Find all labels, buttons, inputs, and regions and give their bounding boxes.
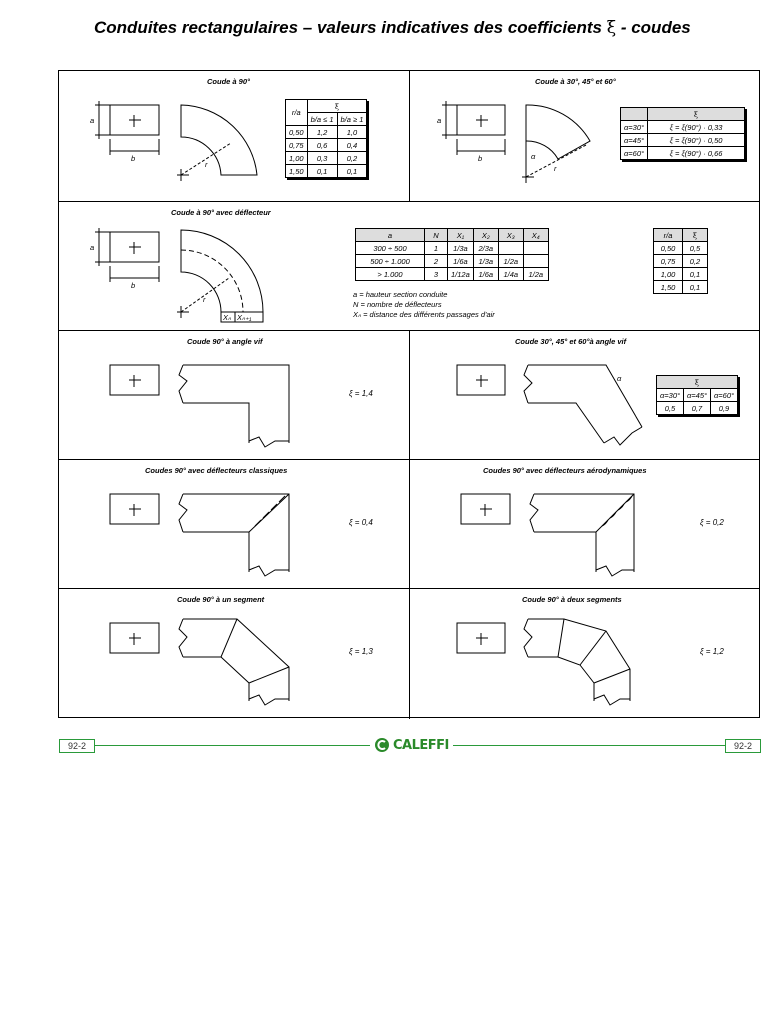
deflector-table: a N X₁ X₂ X₃ X₄ 300 ÷ 500 1 1/3a 2/3a 500 ÷ 1.000 2 1/6a 1/3a 1/2a > 1.000 3 1/12a 1/6a 1/4a 1/2a [355,228,549,281]
row-3 [59,331,759,460]
svg-text:α: α [531,152,536,161]
table-row: 1,00 0,3 0,2 [286,152,367,165]
coefficient-value: ξ = 0,2 [700,518,724,527]
svg-text:a: a [90,243,95,252]
coefficient-value: ξ = 1,2 [700,647,724,656]
panel-coude-90-deflecteur [59,202,759,330]
table-row: 300 ÷ 500 1 1/3a 2/3a [356,242,549,255]
svg-text:Xₙ: Xₙ [223,313,231,322]
elbow-angle-table: ξ α=30° ξ = ξ(90°) · 0,33 α=45° ξ = ξ(90°) · 0,50 α=60° ξ = ξ(90°) · 0,66 [620,107,745,160]
table-row: α=60° ξ = ξ(90°) · 0,66 [621,147,745,160]
panel-title: Coude à 90° [207,77,251,86]
table-row: 0,5 0,7 0,9 [657,402,738,415]
coefficient-value: ξ = 1,4 [349,389,373,398]
panel-title: Coude 90° à un segment [177,595,265,604]
svg-text:r: r [205,160,208,169]
svg-text:Xₙ₊₁: Xₙ₊₁ [237,313,252,322]
table-row: 0,75 0,2 [654,255,708,268]
panel-coude-90 [59,71,410,201]
panel-title: Coude à 30°, 45° et 60° [535,77,616,86]
panel-title: Coude 30°, 45° et 60°à angle vif [515,337,627,346]
table-row: 1,00 0,1 [654,268,708,281]
panel-deflecteurs-classiques [59,460,410,588]
svg-text:α: α [617,374,622,383]
svg-text:a: a [437,116,442,125]
deflector-legend: a = hauteur section conduite N = nombre de déflecteurs Xₙ = distance des différents passages d'air [353,290,495,319]
panel-angle-vif-30-45-60 [410,331,761,459]
caleffi-mark-icon [374,737,390,753]
logo-text: CALEFFI [393,737,449,753]
table-row: 0,50 0,5 [654,242,708,255]
coefficient-value: ξ = 1,3 [349,647,373,656]
table-row: 1,50 0,1 0,1 [286,165,367,178]
row-4 [59,460,759,589]
page-number-right: 92-2 [725,739,761,753]
table-row: α=45° ξ = ξ(90°) · 0,50 [621,134,745,147]
table-row: 1,50 0,1 [654,281,708,294]
panel-title: Coude 90° à angle vif [187,337,263,346]
svg-text:r: r [203,295,206,304]
caleffi-logo [370,737,453,753]
page-title: Conduites rectangulaires – valeurs indicatives des coefficients ξ - coudes [94,18,691,38]
svg-text:a: a [90,116,95,125]
table-row: 500 ÷ 1.000 2 1/6a 1/3a 1/2a [356,255,549,268]
svg-text:b: b [478,154,483,163]
panel-title: Coude 90° à deux segments [522,595,622,604]
row-5 [59,589,759,719]
coefficient-value: ξ = 0,4 [349,518,373,527]
panel-coude-30-45-60 [410,71,761,201]
row-1 [59,71,759,202]
page-number-left: 92-2 [59,739,95,753]
table-row: 0,50 1,2 1,0 [286,126,367,139]
panel-un-segment [59,589,410,719]
table-row: 0,75 0,6 0,4 [286,139,367,152]
panel-deux-segments [410,589,761,719]
table-row: α=30° ξ = ξ(90°) · 0,33 [621,121,745,134]
svg-text:r: r [554,164,557,173]
panel-title: Coudes 90° avec déflecteurs classiques [145,466,288,475]
deflector-ratio-table: r/a ξ 0,50 0,5 0,75 0,2 1,00 0,1 1,50 0,1 [653,228,708,294]
coefficients-frame [58,70,760,718]
elbow-90-table: r/a ξ b/a ≤ 1 b/a ≥ 1 0,50 1,2 1,0 0,75 0,6 0,4 1,00 0,3 0,2 1,50 0,1 0,1 [285,99,367,178]
svg-text:b: b [131,281,136,290]
panel-title: Coudes 90° avec déflecteurs aérodynamiques [483,466,647,475]
table-row: > 1.000 3 1/12a 1/6a 1/4a 1/2a [356,268,549,281]
panel-angle-vif-90 [59,331,410,459]
panel-title: Coude à 90° avec déflecteur [171,208,271,217]
row-2 [59,202,759,331]
svg-text:b: b [131,154,136,163]
panel-deflecteurs-aerodynamiques [410,460,761,588]
sharp-angle-table: ξ α=30° α=45° α=60° 0,5 0,7 0,9 [656,375,738,415]
